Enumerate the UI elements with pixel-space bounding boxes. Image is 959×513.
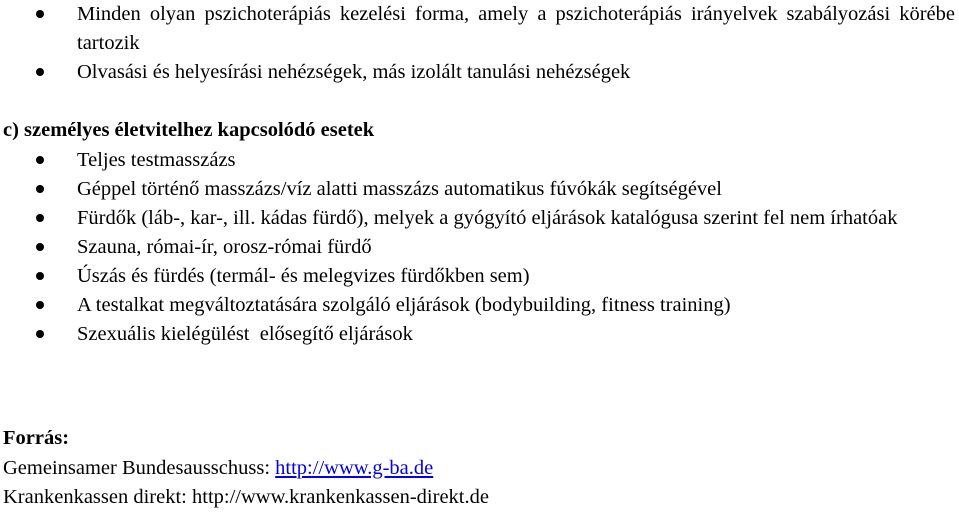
list-item-text: A testalkat megváltoztatására szolgáló eljárások (bodybuilding, fitness training): [77, 294, 731, 316]
bullet-icon: [36, 272, 44, 280]
bullet-icon: [36, 330, 44, 338]
bullet-icon: [36, 156, 44, 164]
list-item: [0, 58, 957, 87]
list-item-text: Olvasási és helyesírási nehézségek, más izolált tanulási nehézségek: [77, 61, 631, 83]
bullet-icon: [36, 243, 44, 251]
list-item: [0, 0, 957, 58]
list-item-text: Szexuális kielégülést elősegítő eljárások: [77, 323, 413, 345]
source-line-gba: [3, 454, 489, 484]
list-item: [0, 204, 957, 233]
section-heading: c) személyes életvitelhez kapcsolódó esetek: [3, 119, 375, 141]
list-item-text: Teljes testmasszázs: [77, 149, 236, 171]
list-item: [0, 262, 957, 291]
list-item: [0, 291, 957, 320]
list-item: [0, 146, 957, 175]
source-line-krankenkassen: Krankenkassen direkt: http://www.krankenkassen-direkt.de: [3, 486, 489, 508]
list-item-text: Úszás és fürdés (termál- és melegvizes fürdőkben sem): [77, 265, 530, 287]
sources-block: [3, 424, 489, 513]
bullet-list-section-c: [0, 146, 957, 349]
bullet-icon: [36, 301, 44, 309]
list-item-text: Szauna, római-ír, orosz-római fürdő: [77, 236, 372, 258]
bullet-icon: [36, 68, 44, 76]
list-item: [0, 233, 957, 262]
source-label-gba: Gemeinsamer Bundesausschuss:: [3, 456, 276, 479]
bullet-icon: [36, 214, 44, 222]
list-item: [0, 320, 957, 349]
sources-title: Forrás:: [3, 427, 70, 449]
list-item-text: Minden olyan pszichoterápiás kezelési forma, amely a pszichoterápiás irányelvek szabályozási körébe tartozik: [77, 3, 955, 54]
list-item: [0, 175, 957, 204]
bullet-icon: [36, 10, 44, 18]
bullet-list-top: [0, 0, 957, 87]
list-item-text: Fürdők (láb-, kar-, ill. kádas fürdő), melyek a gyógyító eljárások katalógusa szerint fel nem írhatóak: [77, 207, 898, 229]
bullet-icon: [36, 185, 44, 193]
list-item-text: Géppel történő masszázs/víz alatti masszázs automatikus fúvókák segítségével: [77, 178, 722, 200]
gba-link[interactable]: http://www.g-ba.de: [275, 456, 434, 479]
